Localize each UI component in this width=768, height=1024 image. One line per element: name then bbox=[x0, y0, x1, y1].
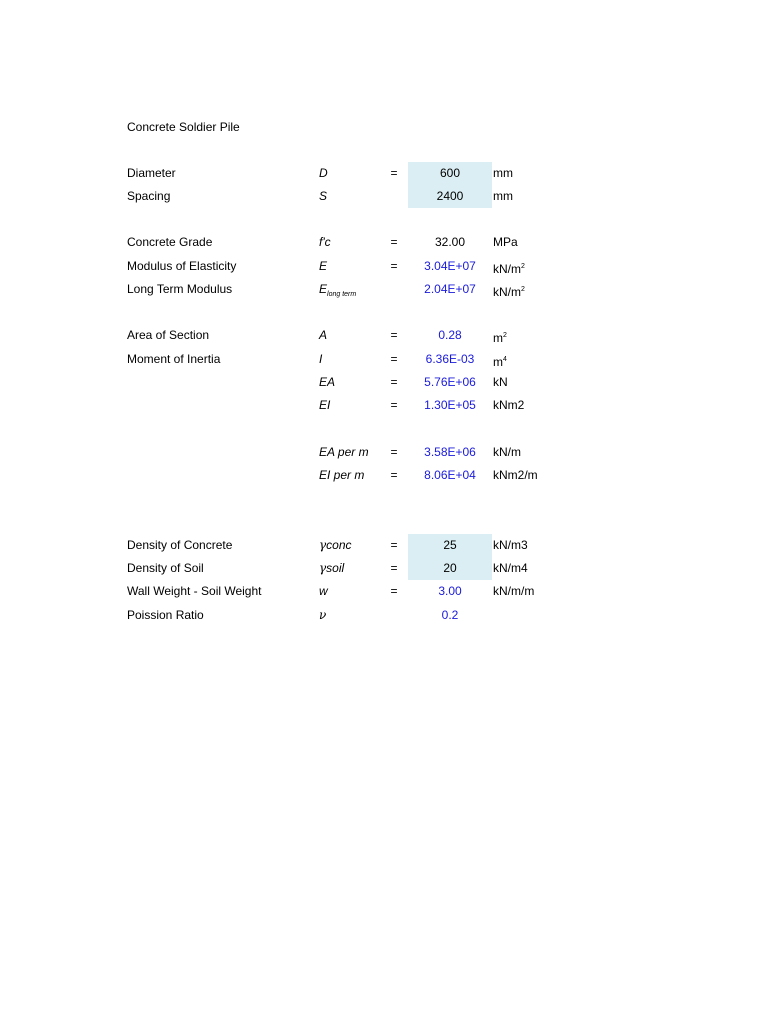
row-symbol bbox=[319, 278, 356, 301]
equals-sign: = bbox=[390, 538, 398, 552]
unit-base: m bbox=[493, 355, 503, 369]
row-unit bbox=[493, 324, 507, 347]
row-symbol: I bbox=[319, 352, 323, 366]
row-unit: kN/m4 bbox=[493, 561, 528, 575]
calculated-value-cell[interactable]: 2.04E+07 bbox=[424, 282, 476, 296]
symbol-text: conc bbox=[326, 538, 352, 552]
row-area bbox=[0, 324, 768, 347]
input-value-cell[interactable]: 2400 bbox=[408, 185, 492, 208]
input-value-cell[interactable]: 25 bbox=[408, 534, 492, 557]
row-label: Wall Weight - Soil Weight bbox=[127, 584, 262, 598]
equals-sign: = bbox=[390, 468, 398, 482]
row-symbol: EA bbox=[319, 375, 336, 389]
row-symbol bbox=[319, 534, 352, 557]
symbol-subscript: long term bbox=[327, 291, 357, 298]
calculated-value-cell[interactable]: 3.58E+06 bbox=[424, 445, 476, 459]
row-symbol: w bbox=[319, 584, 328, 598]
row-unit: kN/m bbox=[493, 445, 521, 459]
row-inertia bbox=[0, 348, 768, 371]
row-label: Moment of Inertia bbox=[127, 352, 221, 366]
row-symbol bbox=[319, 557, 344, 580]
row-unit: kN/m/m bbox=[493, 584, 535, 598]
unit-base: m bbox=[493, 331, 503, 345]
row-label: Area of Section bbox=[127, 328, 210, 342]
calculated-value-cell[interactable]: 1.30E+05 bbox=[424, 398, 476, 412]
calculated-value-cell[interactable]: 3.04E+07 bbox=[424, 259, 476, 273]
equals-sign: = bbox=[390, 235, 398, 249]
nu-symbol: ν bbox=[319, 608, 327, 622]
row-label: Poission Ratio bbox=[127, 608, 204, 622]
unit-base: kN/m bbox=[493, 285, 521, 299]
equals-sign: = bbox=[390, 398, 398, 412]
row-label: Long Term Modulus bbox=[127, 282, 233, 296]
row-label: Diameter bbox=[127, 166, 176, 180]
equals-sign: = bbox=[390, 375, 398, 389]
gamma-symbol: γ bbox=[319, 538, 327, 552]
row-symbol: EI per m bbox=[319, 468, 365, 482]
equals-sign bbox=[387, 185, 401, 208]
row-unit bbox=[493, 278, 525, 301]
row-concrete-grade bbox=[0, 231, 768, 254]
row-symbol: S bbox=[319, 189, 328, 203]
calculated-value-cell[interactable]: 5.76E+06 bbox=[424, 375, 476, 389]
row-unit bbox=[493, 255, 525, 278]
symbol-text: soil bbox=[326, 561, 345, 575]
row-label: Modulus of Elasticity bbox=[127, 259, 237, 273]
row-symbol: E bbox=[319, 259, 328, 273]
row-wall-weight bbox=[0, 580, 768, 603]
equals-sign bbox=[387, 278, 401, 301]
equals-sign: = bbox=[390, 166, 398, 180]
row-label: Density of Soil bbox=[127, 561, 204, 575]
unit-exponent: 2 bbox=[503, 332, 507, 339]
unit-exponent: 4 bbox=[503, 356, 507, 363]
equals-sign: = bbox=[390, 259, 398, 273]
input-value-cell[interactable]: 600 bbox=[408, 162, 492, 185]
row-ei bbox=[0, 394, 768, 417]
row-symbol: EA per m bbox=[319, 445, 369, 459]
row-unit: mm bbox=[493, 166, 513, 180]
row-unit: mm bbox=[493, 189, 513, 203]
row-symbol: EI bbox=[319, 398, 331, 412]
row-unit: kNm2 bbox=[493, 398, 525, 412]
row-symbol: A bbox=[319, 328, 328, 342]
unit-exponent: 2 bbox=[521, 286, 525, 293]
row-diameter bbox=[0, 162, 768, 185]
calculated-value-cell[interactable]: 6.36E-03 bbox=[425, 352, 475, 366]
calculated-value-cell[interactable]: 3.00 bbox=[438, 584, 462, 598]
row-symbol: f'c bbox=[319, 235, 331, 249]
symbol-base: E bbox=[319, 282, 328, 296]
row-density-soil bbox=[0, 557, 768, 580]
equals-sign: = bbox=[390, 445, 398, 459]
unit-exponent: 2 bbox=[521, 263, 525, 270]
row-ea-per-m bbox=[0, 441, 768, 464]
equals-sign: = bbox=[390, 352, 398, 366]
row-modulus bbox=[0, 255, 768, 278]
equals-sign: = bbox=[390, 328, 398, 342]
row-poisson-ratio bbox=[0, 604, 768, 627]
row-ei-per-m bbox=[0, 464, 768, 487]
row-unit: kNm2/m bbox=[493, 468, 538, 482]
row-long-term-modulus bbox=[0, 278, 768, 301]
row-density-concrete bbox=[0, 534, 768, 557]
row-unit: MPa bbox=[493, 235, 518, 249]
row-symbol: D bbox=[319, 166, 328, 180]
row-label: Spacing bbox=[127, 189, 171, 203]
gamma-symbol: γ bbox=[319, 561, 327, 575]
sheet-title: Concrete Soldier Pile bbox=[127, 120, 240, 134]
row-unit: kN bbox=[493, 375, 508, 389]
row-label: Concrete Grade bbox=[127, 235, 213, 249]
input-value-cell[interactable]: 20 bbox=[408, 557, 492, 580]
equals-sign bbox=[387, 604, 401, 627]
row-spacing bbox=[0, 185, 768, 208]
unit-base: kN/m bbox=[493, 262, 521, 276]
row-unit bbox=[493, 348, 507, 371]
row-ea bbox=[0, 371, 768, 394]
calculated-value-cell[interactable]: 8.06E+04 bbox=[424, 468, 476, 482]
equals-sign: = bbox=[390, 584, 398, 598]
row-unit: kN/m3 bbox=[493, 538, 528, 552]
row-label: Density of Concrete bbox=[127, 538, 233, 552]
equals-sign: = bbox=[390, 561, 398, 575]
calculated-value-cell[interactable]: 0.2 bbox=[441, 608, 459, 622]
calculated-value-cell[interactable]: 0.28 bbox=[438, 328, 462, 342]
value-cell[interactable]: 32.00 bbox=[434, 235, 466, 249]
